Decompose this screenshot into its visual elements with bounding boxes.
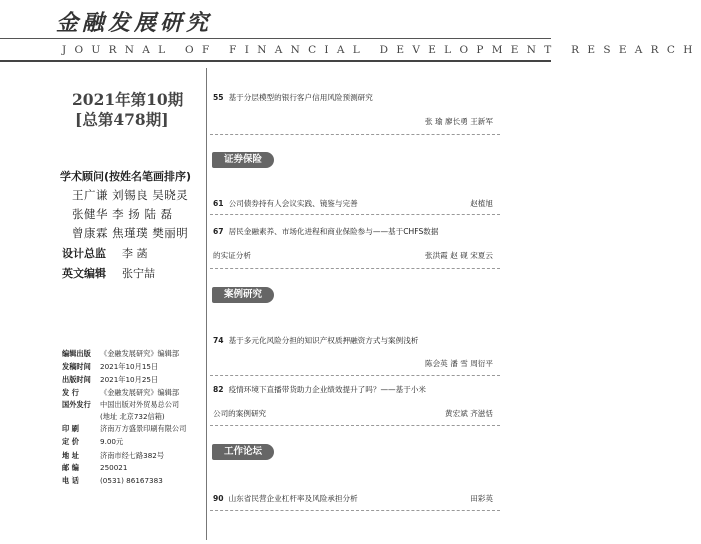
- article-authors: 黄宏斌 齐滋恬: [445, 409, 493, 418]
- publication-value: 2021年10月15日: [100, 362, 159, 371]
- journal-title-cn: 金融发展研究: [56, 10, 213, 36]
- article-55: [213, 92, 373, 103]
- article-page: 55: [213, 93, 224, 102]
- publication-row: [62, 463, 127, 473]
- article-74: [213, 335, 418, 346]
- publication-value: 《金融发展研究》编辑部: [100, 349, 180, 358]
- section-work-forum: 工作论坛: [212, 444, 274, 460]
- publication-key: 电 话: [62, 476, 79, 485]
- article-page: 82: [213, 385, 224, 394]
- publication-value: 2021年10月25日: [100, 375, 159, 384]
- article-authors: 陈会英 潘 雪 周衍平: [425, 359, 493, 368]
- journal-title-en: JOURNAL OF FINANCIAL DEVELOPMENT RESEARCH: [62, 44, 701, 56]
- design-director-name: 李 菡: [122, 247, 148, 260]
- publication-value: 中国出版对外贸易总公司: [100, 400, 180, 409]
- publication-key: 发稿时间: [62, 362, 91, 371]
- publication-row: [62, 400, 179, 410]
- article-authors: 张洪霞 赵 砚 宋夏云: [425, 251, 493, 260]
- advisors-line: 曾康霖 焦瑾璞 樊丽明: [72, 226, 189, 240]
- article-title-cont: 公司的案例研究: [213, 409, 267, 418]
- header-rule-bottom: [0, 60, 551, 62]
- article-61: [213, 198, 358, 209]
- article-page: 61: [213, 199, 224, 208]
- publication-value: 济南市经七路382号: [100, 451, 165, 460]
- publication-row: [62, 349, 179, 359]
- publication-row: [62, 476, 163, 486]
- publication-key: 发 行: [62, 388, 79, 397]
- advisors-line: 张健华 李 扬 陆 磊: [72, 207, 173, 221]
- article-authors: 赵植旭: [470, 199, 493, 208]
- publication-row: [62, 437, 123, 447]
- publication-key: 印 刷: [62, 424, 79, 433]
- english-editor-name: 张宁喆: [122, 267, 155, 280]
- divider: [210, 214, 500, 215]
- article-90: [213, 493, 358, 504]
- article-title: 公司债券持有人会议实践、镜鉴与完善: [228, 199, 358, 208]
- article-title: 山东省民营企业杠杆率及风险承担分析: [228, 494, 358, 503]
- issue-number: 2021年第10期: [72, 90, 184, 109]
- article-title: 基于分层模型的银行客户信用风险预测研究: [228, 93, 373, 102]
- advisors-title: 学术顾问(按姓名笔画排序): [60, 170, 192, 183]
- publication-key: 国外发行: [62, 400, 91, 409]
- publication-value: 济南万方盛景印刷有限公司: [100, 424, 187, 433]
- publication-row: [62, 362, 158, 372]
- article-authors: 田彩英: [470, 494, 493, 503]
- section-case-study: 案例研究: [212, 287, 274, 303]
- article-title: 基于多元化风险分担的知识产权质押融资方式与案例浅析: [228, 336, 419, 345]
- design-director-label: 设计总监: [62, 247, 106, 260]
- divider: [210, 425, 500, 426]
- article-page: 74: [213, 336, 224, 345]
- publication-key: 编辑出版: [62, 349, 91, 358]
- english-editor-label: 英文编辑: [62, 267, 106, 280]
- column-divider: [206, 68, 207, 540]
- article-67: [213, 226, 439, 237]
- publication-key: 出版时间: [62, 375, 91, 384]
- article-page: 90: [213, 494, 224, 503]
- publication-row: [62, 424, 186, 434]
- publication-row: [62, 388, 179, 398]
- publication-value: (地址 北京732信箱): [100, 412, 165, 421]
- divider: [210, 134, 500, 135]
- article-82: [213, 384, 426, 395]
- publication-row: [62, 451, 164, 461]
- article-page: 67: [213, 227, 224, 236]
- divider: [210, 268, 500, 269]
- article-title: 居民金融素养、市场化进程和商业保险参与——基于CHFS数据: [228, 227, 439, 236]
- publication-key: 定 价: [62, 437, 79, 446]
- advisors-line: 王广谦 刘锡良 吴晓灵: [72, 188, 189, 202]
- publication-value: 250021: [100, 463, 128, 472]
- issue-total: [总第478期]: [75, 110, 169, 129]
- publication-row: [62, 412, 165, 422]
- publication-key: 邮 编: [62, 463, 79, 472]
- article-title-cont: 的实证分析: [213, 251, 251, 260]
- divider: [210, 375, 500, 376]
- publication-value: (0531) 86167383: [100, 476, 163, 485]
- divider: [210, 510, 500, 511]
- header-rule-top: [0, 38, 551, 39]
- article-title: 疫情环境下直播带货助力企业绩效提升了吗？——基于小米: [228, 385, 427, 394]
- publication-row: [62, 375, 158, 385]
- section-securities-insurance: 证券保险: [212, 152, 274, 168]
- publication-value: 9.00元: [100, 437, 124, 446]
- publication-key: 地 址: [62, 451, 79, 460]
- article-authors: 张 瑜 廖长勇 王新军: [425, 117, 493, 126]
- publication-value: 《金融发展研究》编辑部: [100, 388, 180, 397]
